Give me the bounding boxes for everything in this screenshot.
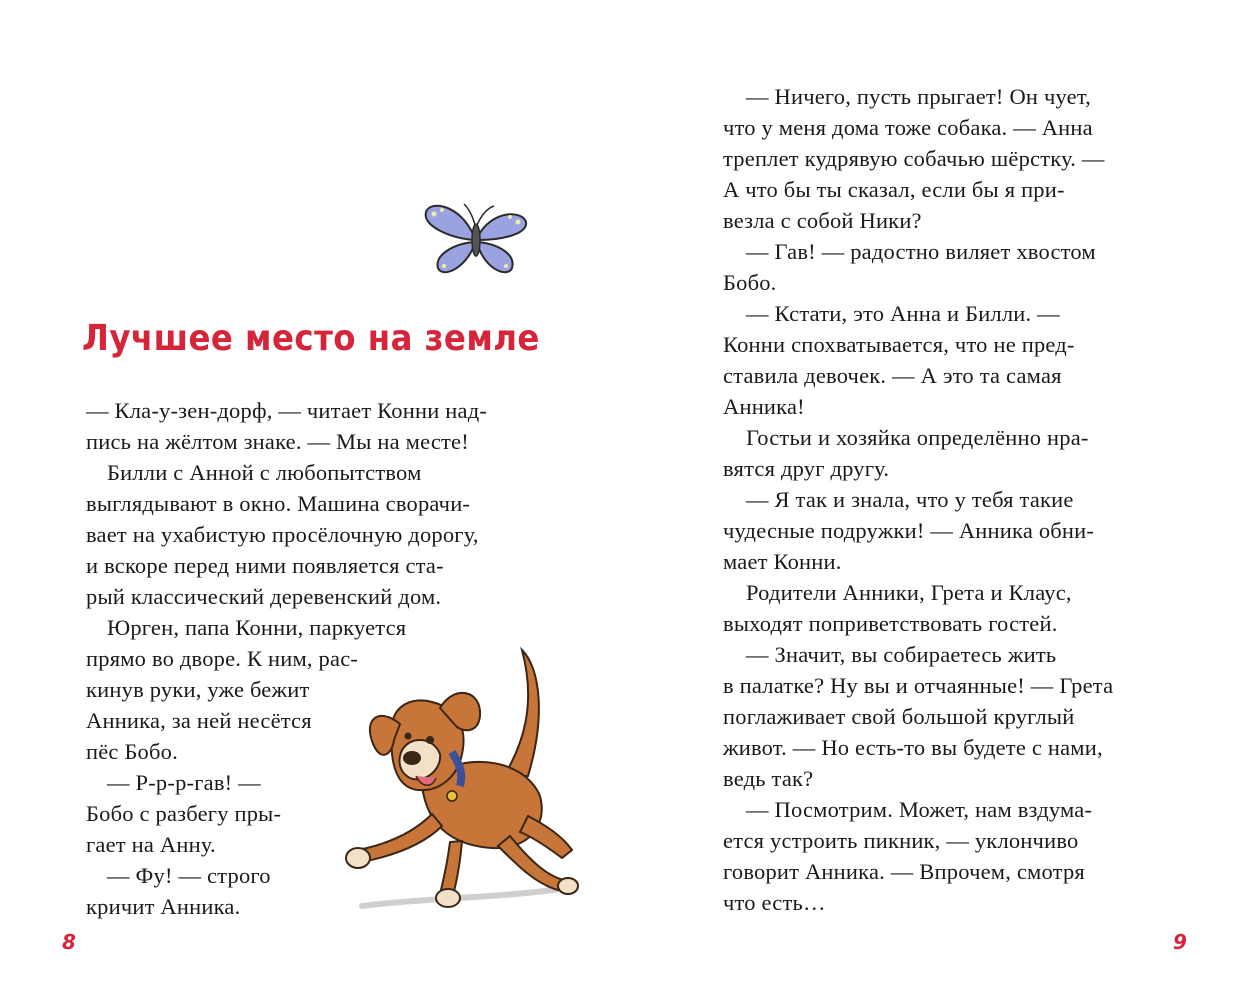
text-line: прямо во дворе. К ним, рас- xyxy=(86,646,359,671)
text-line: выходят поприветствовать гостей. xyxy=(723,611,1058,636)
text-line: гает на Анну. xyxy=(86,832,216,857)
text-line: Бобо. xyxy=(723,270,777,295)
text-line: что есть… xyxy=(723,890,826,915)
text-line: — Посмотрим. Может, нам вздума- xyxy=(746,797,1093,822)
text-line: пись на жёлтом знаке. — Мы на месте! xyxy=(86,429,469,454)
text-line: рый классический деревенский дом. xyxy=(86,584,442,609)
text-line: мает Конни. xyxy=(723,549,842,574)
text-line: — Я так и знала, что у тебя такие xyxy=(746,487,1074,512)
text-line: треплет кудрявую собачью шёрстку. — xyxy=(723,146,1105,171)
text-line: Анника! xyxy=(723,394,805,419)
page-number-left: 8 xyxy=(62,930,76,954)
text-line: в палатке? Ну вы и отчаянные! — Грета xyxy=(723,673,1114,698)
text-line: поглаживает свой большой круглый xyxy=(723,704,1075,729)
text-line: — Р-р-р-гав! — xyxy=(107,770,261,795)
text-line: Анника, за ней несётся xyxy=(86,708,312,733)
text-line: — Гав! — радостно виляет хвостом xyxy=(746,239,1096,264)
right-page xyxy=(625,0,1250,1003)
text-line: — Кстати, это Анна и Билли. — xyxy=(746,301,1060,326)
text-line: ставила девочек. — А это та самая xyxy=(723,363,1062,388)
text-line: вает на ухабистую просёлочную дорогу, xyxy=(86,522,479,547)
text-line: — Значит, вы собираетесь жить xyxy=(746,642,1057,667)
text-line: кричит Анника. xyxy=(86,894,241,919)
text-line: вятся друг другу. xyxy=(723,456,890,481)
text-line: Юрген, папа Конни, паркуется xyxy=(107,615,407,640)
text-line: и вскоре перед ними появляется ста- xyxy=(86,553,444,578)
text-line: — Фу! — строго xyxy=(107,863,271,888)
text-line: кинув руки, уже бежит xyxy=(86,677,310,702)
text-line: — Ничего, пусть прыгает! Он чует, xyxy=(746,84,1091,109)
butterfly-illustration xyxy=(420,198,532,280)
text-line: — Кла-у-зен-дорф, — читает Конни над- xyxy=(86,398,488,423)
text-line: Родители Анники, Грета и Клаус, xyxy=(746,580,1072,605)
text-line: живот. — Но есть-то вы будете с нами, xyxy=(723,735,1103,760)
text-line: Конни спохватывается, что не пред- xyxy=(723,332,1075,357)
text-line: что у меня дома тоже собака. — Анна xyxy=(723,115,1093,140)
text-line: выглядывают в окно. Машина сворачи- xyxy=(86,491,471,516)
text-line: везла с собой Ники? xyxy=(723,208,922,233)
text-line: А что бы ты сказал, если бы я при- xyxy=(723,177,1065,202)
text-line: говорит Анника. — Впрочем, смотря xyxy=(723,859,1085,884)
text-line: Билли с Анной с любопытством xyxy=(107,460,422,485)
text-line: ведь так? xyxy=(723,766,814,791)
left-page xyxy=(0,0,620,1003)
page-number-right: 9 xyxy=(1173,930,1187,954)
text-line: Гостьи и хозяйка определённо нра- xyxy=(746,425,1089,450)
dog-illustration xyxy=(332,636,582,926)
text-line: чудесные подружки! — Анника обни- xyxy=(723,518,1095,543)
text-line: пёс Бобо. xyxy=(86,739,178,764)
chapter-title: Лучшее место на земле xyxy=(82,318,540,359)
text-line: Бобо с разбегу пры- xyxy=(86,801,282,826)
text-line: ется устроить пикник, — уклончиво xyxy=(723,828,1079,853)
